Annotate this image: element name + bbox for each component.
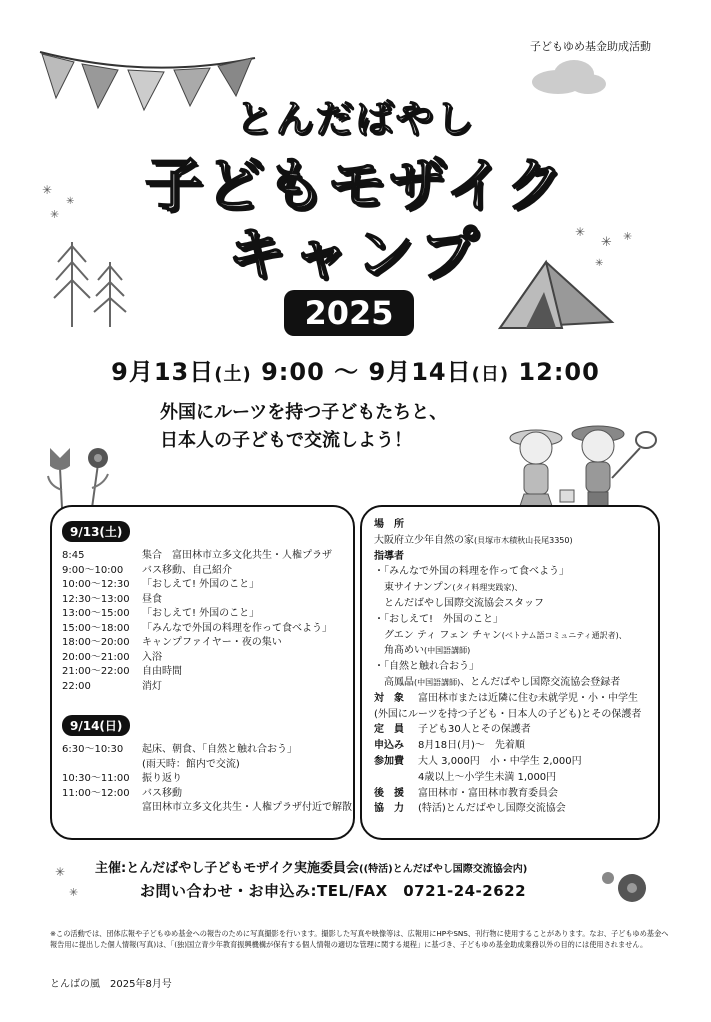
event-dates — [0, 352, 711, 387]
apply-row: 申込み 8月18日(月)～ 先着順 — [374, 740, 525, 752]
target-row: 対 象 富田林市または近隣に住む未就学児・小・中学生 — [374, 692, 638, 704]
day2-schedule — [62, 743, 352, 816]
title-line-2: 子どもモザイク — [144, 151, 567, 219]
catchphrase-line-1: 外国にルーツを持つ子どもたちと、 — [160, 402, 448, 423]
photo-note: ※この活動では、団体広報や子どもゆめ基金への報告のために写真撮影を行います。撮影した写真や映像等は、広報用にHPやSNS、刊行物に使用することがあります。なお、子どもゆめ基金へ報告用に提出した個人情報(写真)は、「(独)国立青少年教育振興機構が保有する個人情報の適切な管理に関する規程」に基づき、子どもゆめ基金助成業務以外の目的には使用されません。 — [50, 929, 669, 949]
schedule-row: 13:00～15:00 「おしえて! 外国のこと」 — [62, 608, 260, 619]
sparkle-decoration — [55, 862, 95, 902]
leader-line: 東サイナンプン(タイ料理実践家)、 — [384, 582, 523, 594]
svg-text:✳: ✳ — [50, 208, 60, 221]
info-box — [360, 505, 660, 840]
schedule-row: (雨天時：館内で交流) — [142, 758, 240, 770]
leader-line: グエン ティ フェン チャン(ベトナム語コミュニティ通訳者)、 — [384, 629, 627, 641]
schedule-row: 22:00 消灯 — [62, 680, 162, 692]
flower-illustration — [596, 864, 656, 914]
svg-text:✳: ✳ — [42, 183, 53, 197]
place-label: 場 所 — [374, 519, 404, 530]
leader-line: 高鳳晶(中国語講師)、とんだばやし国際交流協会登録者 — [384, 676, 621, 688]
end-time: 12:00 — [518, 358, 600, 386]
start-time: 9:00 — [261, 358, 325, 386]
svg-text:✳: ✳ — [69, 886, 79, 899]
contact-info: お問い合わせ・お申込み:TEL/FAX 0721-24-2622 — [140, 882, 527, 900]
svg-text:✳: ✳ — [595, 258, 604, 269]
support-row: 後 援 富田林市・富田林市教育委員会 — [374, 787, 558, 799]
schedule-row: 18:00～20:00 キャンプファイヤー・夜の集い — [62, 637, 282, 648]
coop-row: 協 力 (特活)とんだばやし国際交流協会 — [374, 803, 566, 815]
leader-line: 角髙めい(中国語講師) — [384, 645, 471, 657]
svg-text:✳: ✳ — [623, 230, 633, 243]
end-weekday: (日) — [471, 364, 510, 385]
target-row-2: (外国にルーツを持つ子ども・日本人の子ども)とその保護者 — [374, 708, 642, 720]
schedule-row: 12:30～13:00 昼食 — [62, 593, 162, 605]
svg-text:✳: ✳ — [66, 196, 75, 207]
capacity-row: 定 員 子ども30人とその保護者 — [374, 724, 531, 736]
schedule-row: 10:00～12:30 「おしえて! 外国のこと」 — [62, 579, 260, 590]
event-info — [374, 517, 654, 817]
start-day: 9月13日 — [111, 358, 215, 386]
catchphrase-line-2: 日本人の子どもで交流しよう！ — [160, 430, 412, 451]
schedule-row: 15:00～18:00 「みんなで外国の料理を作って食べよう」 — [62, 622, 332, 634]
end-day: 9月14日 — [368, 358, 472, 386]
svg-text:✳: ✳ — [601, 235, 612, 250]
leaders-label: 指導者 — [374, 550, 404, 562]
organizer — [95, 857, 527, 876]
title-line-1: とんだばやし — [235, 97, 476, 141]
schedule-row: 富田林市立多文化共生・人権プラザ付近で解散 — [142, 802, 352, 813]
schedule-row: 11:00～12:00 バス移動 — [62, 787, 182, 799]
start-weekday: (土) — [214, 364, 252, 385]
flower-illustration — [40, 440, 120, 510]
svg-text:✳: ✳ — [55, 865, 66, 879]
schedule-box — [50, 505, 355, 840]
fee-row: 参加費 大人 3,000円 小・中学生 2,000円 — [374, 755, 582, 767]
place-value: 大阪府立少年自然の家 (貝塚市木積秋山長尾3350) — [374, 534, 573, 546]
fee-row-2: 4歳以上～小学生未満 1,000円 — [418, 771, 557, 783]
schedule-row: 6:30～10:30 起床、朝食、「自然と触れ合おう」 — [62, 744, 297, 755]
schedule-row: 8:45 集合 富田林市立多文化共生・人権プラザ — [62, 550, 332, 561]
schedule-row: 21:00～22:00 自由時間 — [62, 666, 182, 677]
schedule-row: 20:00～21:00 入浴 — [62, 651, 162, 663]
schedule-row: 10:30～11:00 振り返り — [62, 773, 182, 784]
footer-issue: とんばの風 2025年8月号 — [50, 979, 172, 990]
leader-line: ・「おしえて! 外国のこと」 — [374, 613, 504, 625]
day2-tag: 9/14(日) — [62, 715, 130, 736]
grant-label: 子どもゆめ基金助成活動 — [530, 40, 651, 53]
leader-line: とんだばやし国際交流協会スタッフ — [384, 597, 544, 609]
year-badge: 2025 — [284, 290, 414, 336]
day1-schedule — [62, 549, 332, 694]
title-line-3: キャンプ — [227, 220, 484, 288]
schedule-row: 9:00～10:00 バス移動、自己紹介 — [62, 564, 232, 576]
date-separator: ～ — [334, 358, 360, 386]
day1-tag: 9/13(土) — [62, 521, 130, 542]
organizer-sub: ((特活)とんだばやし国際交流協会内) — [359, 864, 528, 875]
leader-line: ・「自然と触れ合おう」 — [374, 661, 479, 673]
svg-text:✳: ✳ — [575, 225, 586, 239]
organizer-main: 主催:とんだばやし子どもモザイク実施委員会 — [95, 861, 360, 876]
leader-line: ・「みんなで外国の料理を作って食べよう」 — [374, 566, 569, 578]
